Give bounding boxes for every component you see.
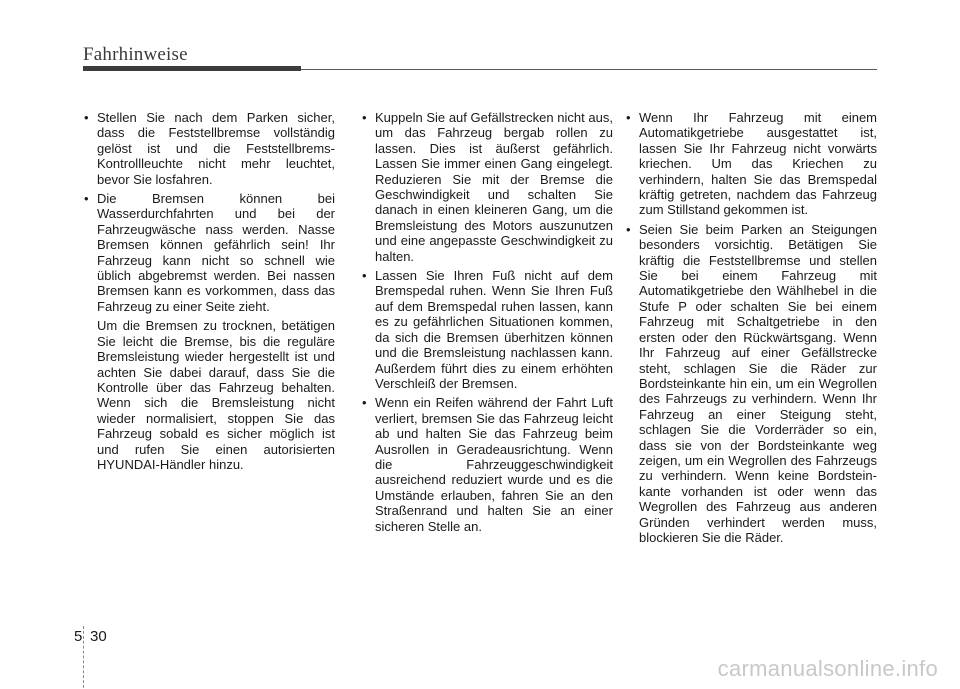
list-item: [359, 110, 613, 264]
page-title: Fahrhinweise: [83, 44, 188, 65]
bullet-icon: •: [362, 395, 367, 411]
text-column-2: [359, 110, 613, 538]
page-number: 30: [90, 628, 107, 645]
chapter-number: 5: [74, 628, 83, 645]
bullet-icon: •: [84, 110, 89, 125]
list-item-text: Kuppeln Sie auf Gefällstrecken nicht aus, um das Fahrzeug bergab rollen zu lassen. Dies ist äußerst gefährlich. Lassen Sie immer einen Gang eingelegt. Reduzieren Sie mit der Bremse die Geschwindigkeit und schalten Sie danach in einen kleineren Gang, um die Bremsleistung des Motors auszunutzen und eine angepasste Geschwindigkeit zu halten.: [375, 110, 613, 264]
list-item-text: Stellen Sie nach dem Parken sicher, dass die Feststellbremse vollständig gelöst ist und die Feststellbrems-Kontrollleuchte nicht mehr leuchtet, bevor Sie losfahren.: [97, 110, 335, 187]
bullet-icon: •: [84, 191, 89, 207]
list-item: [81, 110, 335, 187]
list-item: [623, 110, 877, 218]
list-item: [359, 395, 613, 534]
header-rule-thick: [83, 66, 301, 71]
list-item: [359, 268, 613, 391]
list-item-text: Seien Sie beim Parken an Steigungen besonders vorsichtig. Betätigen Sie kräftig die Feststellbremse und stellen Sie bei einem Fahrzeug mit Automatikgetriebe den Wählhebel in die Stufe P oder schalten Sie bei einem Fahrzeug mit Schaltgetriebe in den ersten oder den Rückwärtsgang. Wenn Ihr Fahrzeug auf einer Gefällstrecke steht, schlagen Sie die Räder zur Bordsteinkante hin ein, um ein Wegrollen des Fahrzeugs zu verhindern. Wenn Ihr Fahrzeug an einer Steigung steht, schlagen Sie die Vorderräder so ein, dass sie von der Bordsteinkante weg zeigen, um ein Wegrollen des Fahrzeugs zu verhindern. Wenn keine Bordstein-kante vorhanden ist oder wenn das Wegrollen des Fahrzeug aus anderen Gründen verhindert werden muss, blockieren Sie die Räder.: [639, 221, 877, 545]
paragraph: Um die Bremsen zu trocknen, betätigen Sie leicht die Bremse, bis die reguläre Bremsleistung wieder hergestellt ist und achten Sie dabei darauf, dass Sie die Kontrolle über das Fahrzeug behalten. Wenn sich die Bremsleistung nicht wieder normalisiert, stoppen Sie das Fahrzeug sobald es sicher möglich ist und rufen Sie einen autorisierten HYUNDAI-Händler hinzu.: [97, 318, 335, 472]
text-column-1: [81, 110, 335, 472]
page-divider: [83, 626, 84, 688]
text-column-3: [623, 110, 877, 549]
list-item-text: Die Bremsen können bei Wasserdurchfahrten und bei der Fahrzeugwäsche nass werden. Nasse Bremsen können gefährlich sein! Ihr Fahrzeug kann nicht so schnell wie üblich abgebremst werden. Bei nassen Bremsen kann es vorkommen, dass das Fahrzeug zu einer Seite zieht.: [97, 191, 335, 314]
watermark: carmanualsonline.info: [717, 656, 938, 681]
list-item-text: Wenn ein Reifen während der Fahrt Luft verliert, bremsen Sie das Fahrzeug leicht ab und halten Sie das Fahrzeug beim Ausrollen in Geradeausrichtung. Wenn die Fahrzeuggeschwindigkeit ausreichend reduziert wurde und es die Umstände erlauben, fahren Sie an den Straßenrand und halten Sie an einer sicheren Stelle an.: [375, 395, 613, 534]
header-rule-thin: [301, 69, 877, 70]
bullet-icon: •: [626, 110, 631, 125]
bullet-icon: •: [626, 221, 631, 237]
list-item: [81, 191, 335, 314]
list-item: [623, 222, 877, 546]
bullet-icon: •: [362, 268, 367, 284]
list-item-text: Lassen Sie Ihren Fuß nicht auf dem Bremspedal ruhen. Wenn Sie Ihren Fuß auf dem Bremspedal ruhen lassen, kann es zu gefährlichen Situationen kommen, da sich die Bremsen überhitzen können und die Bremsleistung nachlassen kann. Außerdem führt dies zu einem erhöhten Verschleiß der Bremsen.: [375, 268, 613, 391]
bullet-icon: •: [362, 110, 367, 125]
list-item-text: Wenn Ihr Fahrzeug mit einem Automatikgetriebe ausgestattet ist, lassen Sie Ihr Fahrzeug nicht vorwärts kriechen. Um das Kriechen zu verhindern, halten Sie das Bremspedal kräftig getreten, nachdem das Fahrzeug zum Stillstand gekommen ist.: [639, 110, 877, 218]
